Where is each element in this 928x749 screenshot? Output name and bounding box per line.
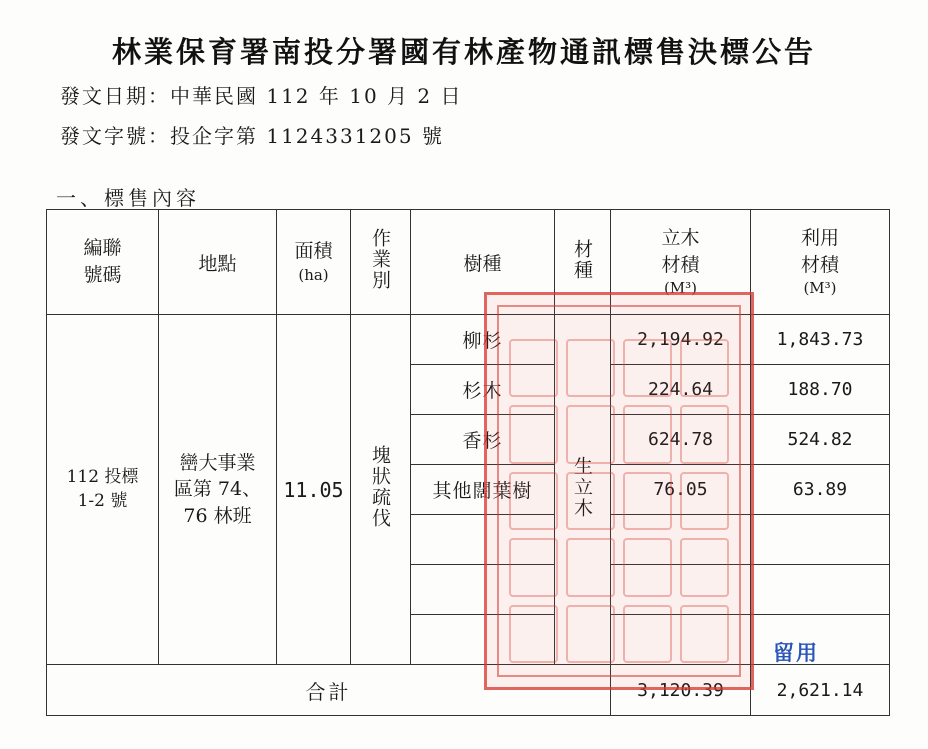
total-label: 合計 [47, 665, 611, 716]
header-area: 面積 (ha) [277, 210, 351, 315]
usable-volume-cell: 1,843.73 [751, 315, 890, 365]
species-cell: 香杉 [411, 415, 555, 465]
usable-volume-cell: 524.82 [751, 415, 890, 465]
usable-volume-cell [751, 515, 890, 565]
standing-volume-cell [611, 515, 751, 565]
standing-volume-cell: 624.78 [611, 415, 751, 465]
header-standing-volume: 立木 材積 (M³) [611, 210, 751, 315]
total-standing-volume: 3,120.39 [611, 665, 751, 716]
header-operation: 作業別 [351, 210, 411, 315]
table-row [47, 315, 890, 365]
species-cell [411, 515, 555, 565]
document-number: 發文字號：投企字第 1124331205 號 [60, 124, 444, 148]
header-material: 材種 [555, 210, 611, 315]
species-cell: 其他闊葉樹 [411, 465, 555, 515]
total-usable-volume: 2,621.14 [751, 665, 890, 716]
species-cell: 杉木 [411, 365, 555, 415]
reuse-mark: 留用 [773, 641, 819, 665]
header-lot-no: 編聯 號碼 [47, 210, 159, 315]
total-row [47, 665, 890, 716]
header-species: 樹種 [411, 210, 555, 315]
header-row [47, 210, 890, 315]
lot-number-cell: 112 投標 1-2 號 [47, 315, 159, 665]
usable-volume-cell [751, 615, 890, 665]
sale-table [46, 209, 890, 716]
standing-volume-cell [611, 565, 751, 615]
species-cell [411, 565, 555, 615]
usable-volume-cell: 63.89 [751, 465, 890, 515]
standing-volume-cell [611, 615, 751, 665]
location-cell: 巒大事業 區第 74、 76 林班 [159, 315, 277, 665]
usable-volume-cell [751, 565, 890, 615]
material-cell: 生立木 [555, 315, 611, 665]
issue-date: 發文日期：中華民國 112 年 10 月 2 日 [60, 84, 463, 108]
standing-volume-cell: 224.64 [611, 365, 751, 415]
usable-volume-cell: 188.70 [751, 365, 890, 415]
standing-volume-cell: 76.05 [611, 465, 751, 515]
operation-cell: 塊狀疏伐 [351, 315, 411, 665]
header-location: 地點 [159, 210, 277, 315]
page-title: 林業保育署南投分署國有林產物通訊標售決標公告 [111, 35, 816, 69]
section-heading: 一、標售內容 [56, 186, 200, 210]
standing-volume-cell: 2,194.92 [611, 315, 751, 365]
area-cell: 11.05 [277, 315, 351, 665]
header-usable-volume: 利用 材積 (M³) [751, 210, 890, 315]
species-cell [411, 615, 555, 665]
species-cell: 柳杉 [411, 315, 555, 365]
